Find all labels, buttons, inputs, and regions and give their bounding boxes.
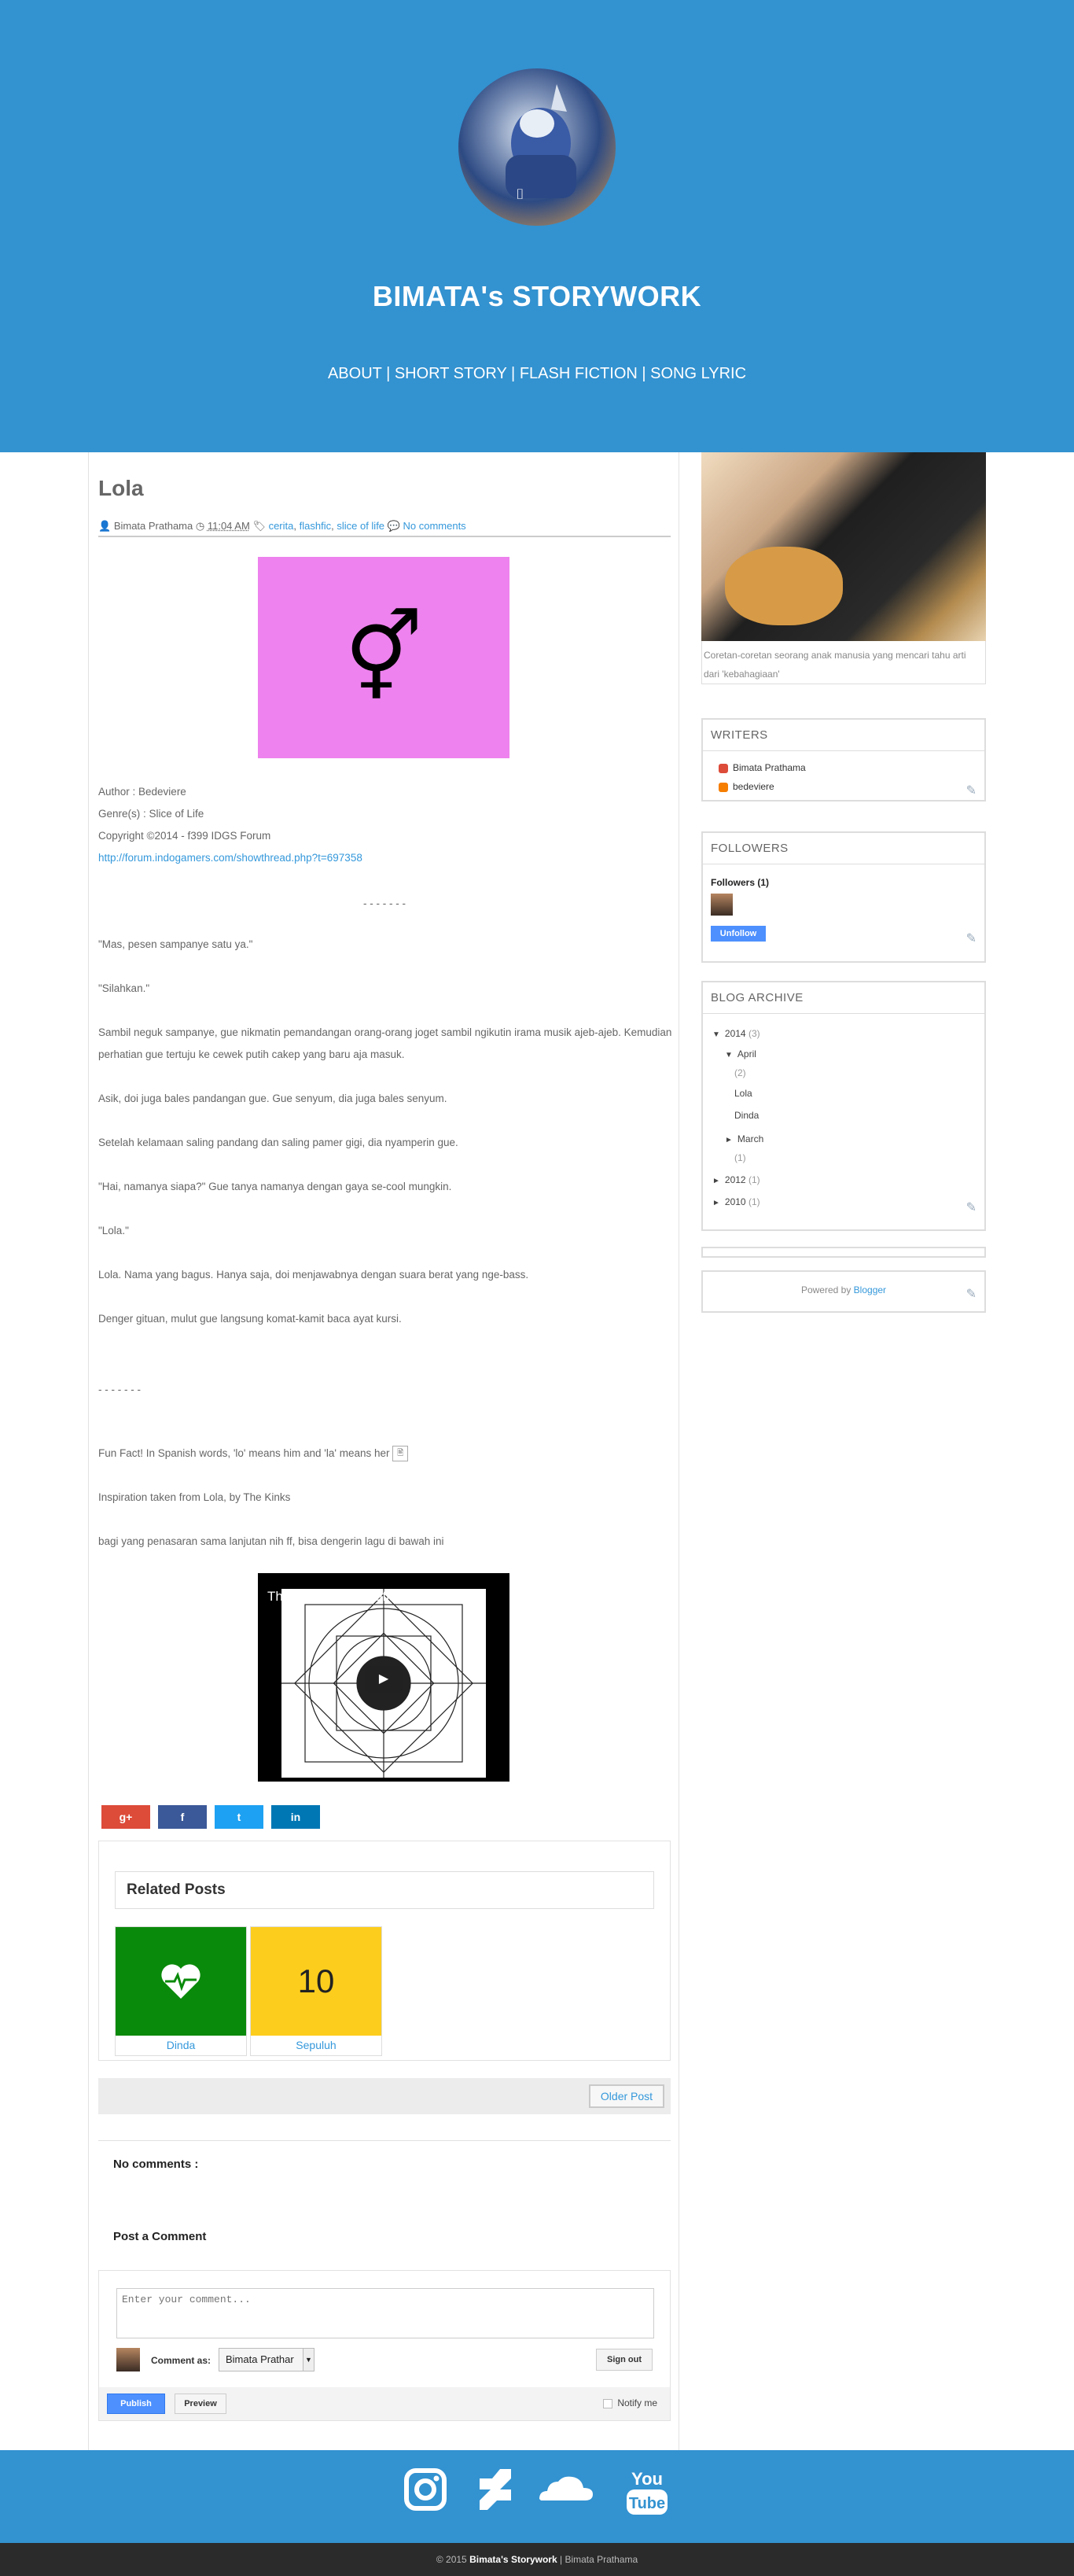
svg-text:You: You — [631, 2469, 663, 2489]
attribution-widget — [701, 1270, 986, 1313]
paragraph: Sambil neguk sampanye, gue nikmatin pemandangan orang-orang joget sambil ngikutin irama musik ajeb-ajeb. Kemudian perhatian gue tertuju ke cewek putih cakep yang baru aja masuk. — [98, 1026, 672, 1060]
blogger-link[interactable]: Blogger — [853, 1284, 887, 1295]
paragraph: "Lola." — [98, 1225, 129, 1236]
profile-caption: Coretan-coretan seorang anak manusia yang mencari tahu arti dari 'kebahagiaan' — [704, 650, 966, 680]
related-thumb — [116, 1927, 246, 2036]
nav-about[interactable]: ABOUT — [327, 365, 382, 382]
main-nav — [0, 365, 1074, 383]
label-cerita[interactable]: cerita — [268, 520, 294, 532]
copyright-line: Copyright ©2014 - f399 IDGS Forum — [98, 830, 271, 842]
archive-month-april[interactable]: ▼ April — [725, 1048, 756, 1060]
related-card-dinda[interactable] — [115, 1926, 247, 2056]
empty-widget — [701, 1247, 986, 1258]
post-comment-heading: Post a Comment — [113, 2230, 207, 2243]
genre-line: Genre(s) : Slice of Life — [98, 808, 204, 820]
profile-photo — [701, 452, 986, 641]
avatar — [116, 2348, 140, 2371]
archive-post[interactable]: Dinda — [734, 1110, 760, 1121]
guitar-image — [725, 547, 843, 625]
youtube-embed[interactable] — [258, 1573, 509, 1782]
pager-bar — [98, 2078, 671, 2114]
site-header — [0, 0, 1074, 452]
widget-title: BLOG ARCHIVE — [703, 982, 984, 1014]
archive-count: (1) — [734, 1152, 746, 1163]
separator: | — [559, 2554, 563, 2565]
followers-count: Followers (1) — [711, 877, 770, 888]
blog-archive-widget — [701, 981, 986, 1231]
archive-post[interactable]: Lola — [734, 1088, 752, 1099]
publish-button[interactable]: Publish — [107, 2394, 165, 2414]
header-avatar[interactable] — [458, 68, 616, 226]
gender-symbol-icon: ⚥ — [344, 610, 423, 706]
youtube-icon[interactable] — [620, 2466, 675, 2521]
paragraph: Asik, doi juga bales pandangan gue. Gue senyum, dia juga bales senyum. — [98, 1093, 447, 1104]
archive-year-2014[interactable]: ▼ 2014 (3) — [712, 1028, 760, 1039]
writers-widget — [701, 718, 986, 802]
comment-input[interactable] — [116, 2288, 654, 2338]
label-flashfic[interactable]: flashfic — [299, 520, 332, 532]
social-footer — [0, 2450, 1074, 2543]
blogger-icon — [719, 783, 728, 792]
comment-as-label: Comment as: — [151, 2355, 211, 2366]
notify-me-checkbox[interactable]: Notify me — [603, 2397, 657, 2408]
triangle-down-icon[interactable]: ▼ — [725, 1051, 733, 1060]
post-title[interactable]: Lola — [98, 476, 144, 500]
author-line: Author : Bedeviere — [98, 786, 186, 798]
divider: - - - - - - - — [98, 1384, 141, 1395]
comment-form — [98, 2270, 671, 2421]
copyright-bar — [0, 2543, 1074, 2576]
source-link[interactable]: http://forum.indogamers.com/showthread.php?t=697358 — [98, 852, 362, 864]
site-name-link[interactable]: Bimata's Storywork — [469, 2554, 557, 2565]
share-twitter-button[interactable]: t — [215, 1805, 263, 1829]
deviantart-icon[interactable] — [469, 2466, 524, 2521]
related-caption[interactable]: Dinda — [166, 2039, 196, 2051]
paragraph: "Silahkan." — [98, 982, 150, 994]
comments-link[interactable]: No comments — [403, 520, 466, 532]
post-column — [88, 452, 679, 2450]
writer-item[interactable]: bedeviere — [719, 781, 774, 792]
post-info — [98, 781, 676, 869]
edit-wrench-icon[interactable]: ✎ — [965, 784, 977, 798]
edit-wrench-icon[interactable]: ✎ — [965, 932, 977, 945]
related-posts-title: Related Posts — [115, 1871, 654, 1909]
older-post-button[interactable]: Older Post — [589, 2084, 664, 2108]
widget-title: FOLLOWERS — [703, 833, 984, 864]
clock-icon: ◷ — [195, 520, 205, 532]
divider — [98, 2140, 671, 2141]
post-hero-image — [258, 557, 509, 758]
google-plus-icon — [719, 764, 728, 773]
tag-icon: 🏷 — [252, 520, 266, 532]
post-time[interactable]: 11:04 AM — [207, 520, 250, 532]
identity-select[interactable]: Bimata Prathar ▼ — [219, 2348, 314, 2371]
related-thumb-number: 10 — [251, 1927, 381, 2036]
related-posts — [98, 1841, 671, 2061]
paragraph: "Hai, namanya siapa?" Gue tanya namanya dengan gaya se-cool mungkin. — [98, 1181, 452, 1192]
share-linkedin-button[interactable]: in — [271, 1805, 320, 1829]
user-icon: 👤 — [98, 520, 112, 532]
paragraph: Lola. Nama yang bagus. Hanya saja, doi menjawabnya dengan suara berat yang nge-bass. — [98, 1269, 529, 1281]
video-title[interactable]: The Kinks - Lola (Offi... — [267, 1589, 404, 1604]
sign-out-button[interactable]: Sign out — [596, 2349, 653, 2371]
triangle-right-icon[interactable]: ► — [712, 1199, 720, 1207]
nav-flash-fiction[interactable]: FLASH FICTION — [519, 365, 638, 382]
archive-year-2012[interactable]: ► 2012 (1) — [712, 1174, 760, 1185]
profile-caption-box — [701, 641, 986, 684]
powered-by: Powered by Blogger — [800, 1284, 887, 1295]
share-facebook-button[interactable]: f — [158, 1805, 207, 1829]
edit-wrench-icon[interactable]: ✎ — [965, 1288, 977, 1301]
archive-year-2010[interactable]: ► 2010 (1) — [712, 1196, 760, 1207]
paragraph: "Mas, pesen sampanye satu ya." — [98, 938, 253, 950]
chevron-down-icon: ▼ — [303, 2349, 314, 2371]
play-icon[interactable]: ▶ — [365, 1666, 403, 1693]
related-card-sepuluh[interactable] — [250, 1926, 382, 2056]
paragraph: Denger gituan, mulut gue langsung komat-kamit baca ayat kursi. — [98, 1313, 402, 1325]
label-slice-of-life[interactable]: slice of life — [337, 520, 385, 532]
divider: - - - - - - - — [363, 897, 406, 909]
heart-pulse-icon — [160, 1962, 201, 2000]
follower-avatar[interactable] — [711, 894, 733, 916]
unfollow-button[interactable]: Unfollow — [711, 926, 766, 942]
paragraph: bagi yang penasaran sama lanjutan nih ff, bisa dengerin lagu di bawah ini — [98, 1535, 444, 1547]
post-author[interactable]: Bimata Prathama — [113, 520, 193, 532]
archive-month-march[interactable]: ► March — [725, 1133, 764, 1144]
paragraph: Inspiration taken from Lola, by The Kinks — [98, 1491, 291, 1503]
instagram-icon[interactable] — [398, 2466, 453, 2521]
nav-separator: | — [642, 365, 646, 382]
nav-song-lyric[interactable]: SONG LYRIC — [650, 365, 747, 382]
paragraph: Setelah kelamaan saling pandang dan saling pamer gigi, dia nyamperin gue. — [98, 1137, 458, 1148]
followers-widget — [701, 831, 986, 963]
nav-separator: | — [386, 365, 391, 382]
writer-item[interactable]: Bimata Prathama — [719, 762, 806, 773]
camera-icon: ⌷ — [516, 186, 524, 202]
preview-button[interactable]: Preview — [175, 2394, 226, 2414]
svg-text:Tube: Tube — [628, 2495, 666, 2512]
share-google-plus-button[interactable]: g+ — [101, 1805, 150, 1829]
post-meta: 👤 Bimata Prathama ◷ 11:04 AM 🏷 cerita, flashfic, slice of life 💬 No comments — [98, 520, 671, 537]
archive-count: (2) — [734, 1067, 746, 1078]
copyright-year: © 2015 — [436, 2554, 467, 2565]
comment-actions — [99, 2387, 670, 2420]
robot-figure-image — [458, 68, 616, 226]
nav-short-story[interactable]: SHORT STORY — [394, 365, 507, 382]
triangle-right-icon[interactable]: ► — [725, 1136, 733, 1144]
widget-title: WRITERS — [703, 720, 984, 751]
soundcloud-icon[interactable] — [533, 2466, 599, 2521]
triangle-right-icon[interactable]: ► — [712, 1177, 720, 1185]
comment-icon: 💬 — [387, 520, 400, 532]
edit-wrench-icon[interactable]: ✎ — [965, 1201, 977, 1214]
owner-name: Bimata Prathama — [565, 2554, 638, 2565]
related-caption[interactable]: Sepuluh — [296, 2039, 337, 2051]
site-title[interactable]: BIMATA's STORYWORK — [372, 280, 702, 312]
nav-separator: | — [511, 365, 516, 382]
comments-count: No comments : — [113, 2158, 199, 2171]
checkbox[interactable] — [603, 2399, 612, 2408]
triangle-down-icon[interactable]: ▼ — [712, 1030, 720, 1039]
funfact-paragraph: Fun Fact! In Spanish words, 'lo' means him and 'la' means her 🖹 — [98, 1443, 676, 1465]
broken-image-icon: 🖹 — [392, 1446, 408, 1461]
